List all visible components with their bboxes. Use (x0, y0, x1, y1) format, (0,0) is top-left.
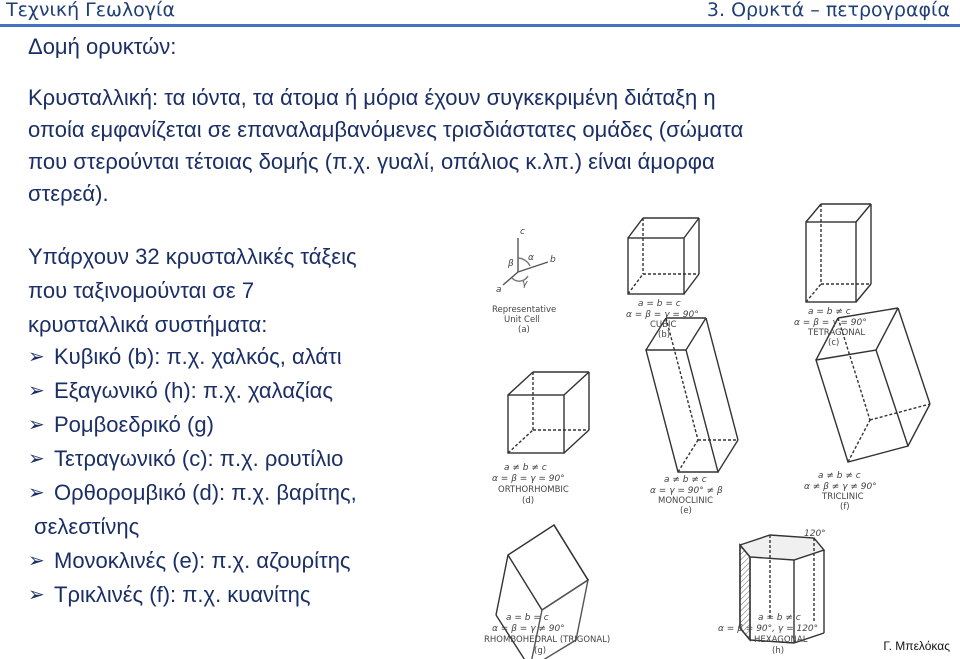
hexagonal-relation: a = b ≠ c (758, 613, 801, 623)
orthorhombic-letter: (d) (522, 496, 535, 506)
tetragonal-letter: (c) (828, 338, 840, 348)
arrow-bullet-icon: ➢ (28, 448, 45, 470)
monoclinic-angles: α = γ = 90° ≠ β (650, 486, 723, 496)
unit-cells-figure (478, 200, 960, 659)
paragraph-line: οποία εμφανίζεται σε επαναλαμβανόμενες τρισδιάστατες ομάδες (σώματα (28, 117, 744, 142)
arrow-bullet-icon: ➢ (28, 346, 45, 368)
paragraph-line: Κρυσταλλική: τα ιόντα, τα άτομα ή μόρια έχουν συγκεκριμένη διάταξη η (28, 85, 716, 110)
tetragonal-cell-drawing (806, 204, 871, 302)
monoclinic-relation: a ≠ b ≠ c (664, 475, 707, 485)
rhombohedral-letter: (g) (534, 646, 547, 656)
intro-line: που ταξινομούνται σε 7 (28, 278, 255, 303)
list-item-text: Εξαγωνικό (h): π.χ. χαλαζίας (54, 378, 333, 403)
triclinic-caption: TRICLINIC (822, 492, 864, 502)
intro-text (28, 240, 357, 342)
axis-label-a: a (496, 285, 502, 295)
intro-line: Υπάρχουν 32 κρυσταλλικές τάξεις (28, 244, 357, 269)
tetragonal-caption: TETRAGONAL (808, 328, 866, 338)
list-item-text: Μονοκλινές (e): π.χ. αζουρίτης (54, 548, 351, 573)
hexagonal-angles: α = β = 90°, γ = 120° (718, 624, 819, 634)
list-item-continuation: σελεστίνης (34, 514, 140, 539)
slide-title: Δομή ορυκτών: (28, 34, 177, 59)
rep-cell-caption: Representative (492, 305, 557, 315)
angle-label-beta: β (508, 259, 514, 269)
rep-cell-caption: Unit Cell (504, 315, 540, 325)
arrow-bullet-icon: ➢ (28, 482, 45, 504)
triclinic-letter: (f) (840, 502, 850, 512)
intro-line: κρυσταλλικά συστήματα: (28, 312, 268, 337)
monoclinic-cell-drawing (646, 318, 738, 472)
triclinic-angles: α ≠ β ≠ γ ≠ 90° (804, 482, 877, 492)
paragraph-line: στερεά). (28, 181, 109, 206)
rhombohedral-caption: RHOMBOHEDRAL (TRIGONAL) (484, 635, 611, 645)
list-item (28, 442, 357, 476)
axis-label-c: c (520, 227, 525, 237)
list-item (28, 408, 357, 442)
axis-label-b: b (550, 255, 556, 265)
list-item-text: Τρικλινές (f): π.χ. κυανίτης (54, 582, 311, 607)
orthorhombic-caption: ORTHORHOMBIC (498, 485, 569, 495)
triclinic-relation: a ≠ b ≠ c (818, 471, 861, 481)
rep-cell-letter: (a) (518, 325, 530, 335)
list-item (28, 578, 357, 612)
angle-label-gamma: γ (522, 279, 528, 289)
list-item (28, 544, 357, 578)
list-item (28, 476, 357, 510)
crystal-systems-list (28, 340, 357, 612)
rhombohedral-relation: a = b = c (506, 613, 549, 623)
header-chapter-title: 3. Ορυκτά – πετρογραφία (706, 0, 950, 21)
arrow-bullet-icon: ➢ (28, 380, 45, 402)
monoclinic-letter: (e) (680, 506, 692, 516)
tetragonal-angles: α = β = γ = 90° (794, 318, 867, 328)
arrow-bullet-icon: ➢ (28, 584, 45, 606)
header-divider (0, 24, 960, 27)
cubic-letter: (b) (658, 330, 671, 340)
header-course-title: Τεχνική Γεωλογία (6, 0, 176, 21)
orthorhombic-angles: α = β = γ = 90° (492, 474, 565, 484)
hexagonal-caption: HEXAGONAL (754, 635, 808, 645)
cubic-caption: CUBIC (650, 320, 677, 330)
paragraph-line: που στερούνται τέτοιας δομής (π.χ. γυαλί, οπάλιος κ.λπ.) είναι άμορφα (28, 149, 715, 174)
list-item (28, 374, 357, 408)
cubic-cell-drawing (628, 218, 699, 294)
arrow-bullet-icon: ➢ (28, 550, 45, 572)
definition-paragraph (28, 82, 898, 210)
orthorhombic-cell-drawing (508, 372, 589, 453)
rhombohedral-angles: α = β = γ ≠ 90° (492, 624, 565, 634)
list-item-text: Ορθορομβικό (d): π.χ. βαρίτης, (54, 480, 357, 505)
hexagonal-angle-label: 120° (804, 529, 826, 539)
monoclinic-caption: MONOCLINIC (658, 496, 714, 506)
angle-label-alpha: α (528, 253, 534, 263)
arrow-bullet-icon: ➢ (28, 414, 45, 436)
cubic-relation: a = b = c (638, 299, 681, 309)
hexagonal-letter: (h) (772, 646, 785, 656)
author-credit: Γ. Μπελόκας (883, 639, 950, 653)
tetragonal-relation: a = b ≠ c (808, 307, 851, 317)
list-item-text: Κυβικό (b): π.χ. χαλκός, αλάτι (54, 344, 342, 369)
list-item (28, 340, 357, 374)
orthorhombic-relation: a ≠ b ≠ c (504, 463, 547, 473)
list-item-text: Τετραγωνικό (c): π.χ. ρουτίλιο (54, 446, 344, 471)
cubic-angles: α = β = γ = 90° (626, 310, 699, 320)
list-item-text: Ρομβοεδρικό (g) (54, 412, 214, 437)
